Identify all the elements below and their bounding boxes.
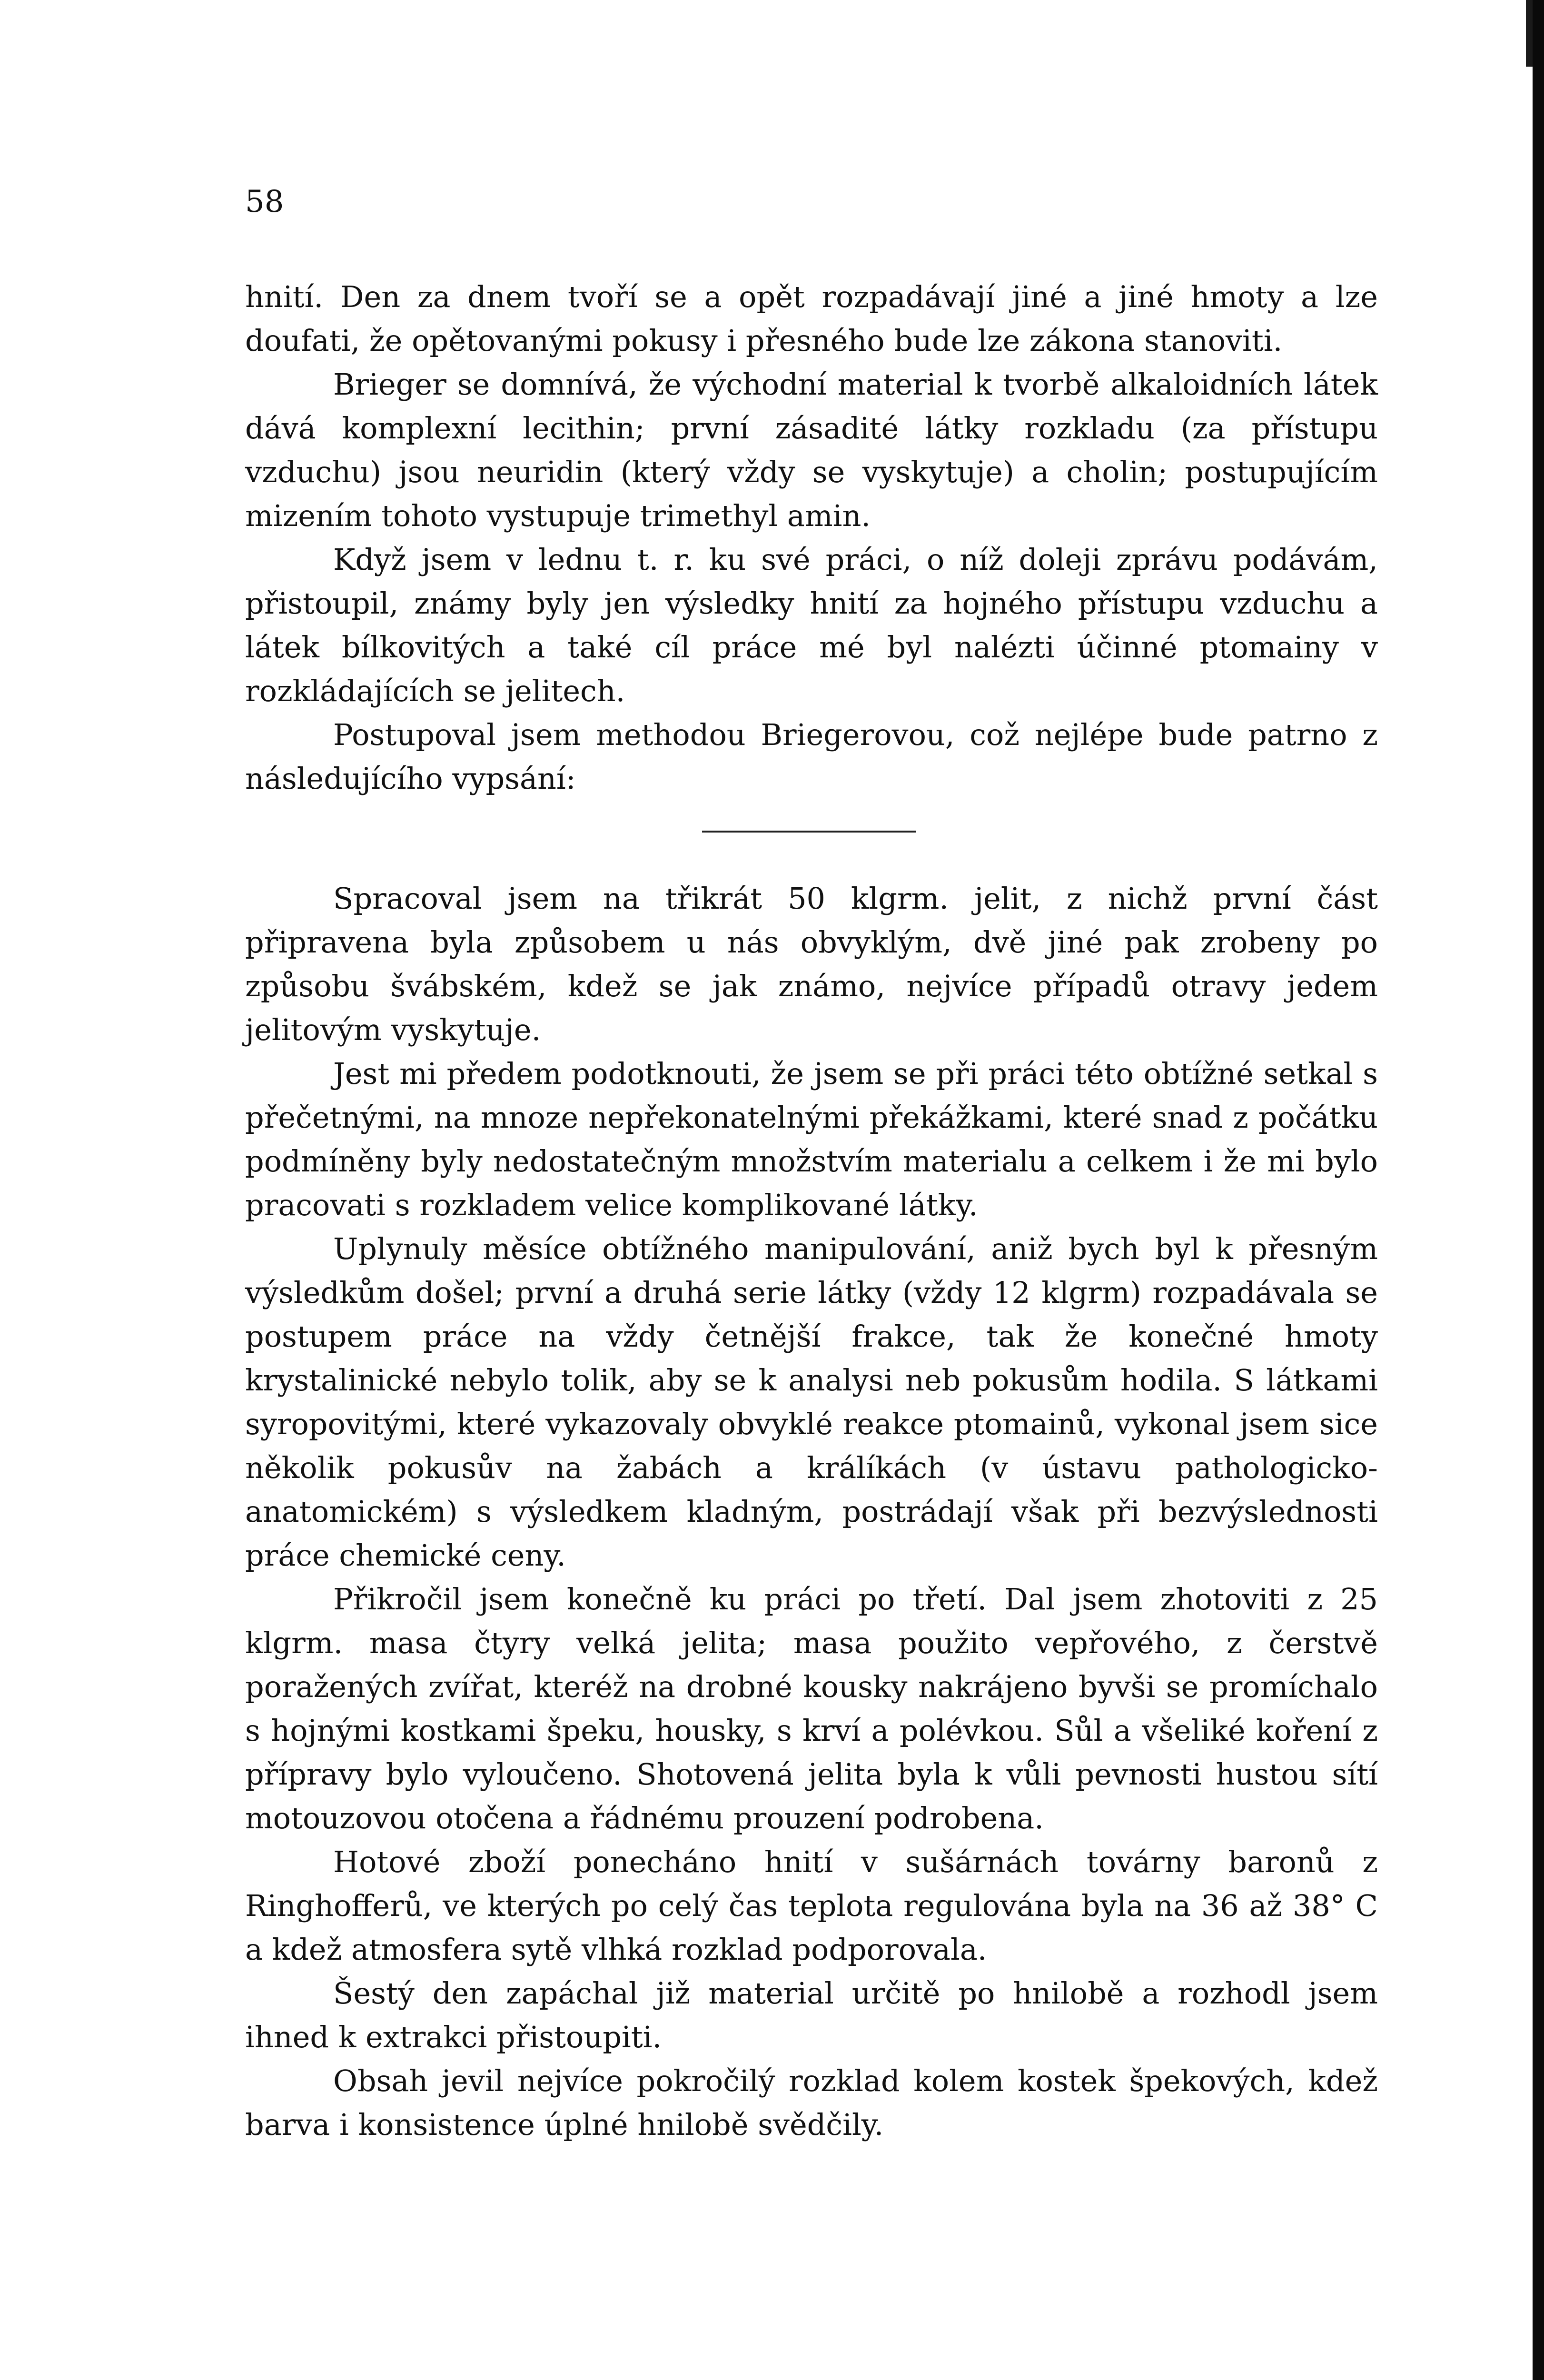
- section-divider: [702, 831, 916, 833]
- paragraph: Když jsem v lednu t. r. ku své práci, o níž doleji zprávu podávám, přistoupil, známy byly jen výsledky hnití za hojného přístupu vzduchu a látek bílkovitých a také cíl práce mé byl nalézti účinné ptomainy v rozkládajících se jelitech.: [245, 542, 1378, 708]
- page-number: 58: [245, 184, 284, 219]
- paragraph: Přikročil jsem konečně ku práci po třetí. Dal jsem zhotoviti z 25 klgrm. masa čtyry velká jelita; masa použito vepřového, z čerstvě poražených zvířat, kteréž na drobné kousky nakrájeno byvši se promíchalo s hojnými kostkami špeku, housky, s krví a polévkou. Sůl a všeliké koření z přípravy bylo vyloučeno. Shotovená jelita byla k vůli pevnosti hustou sítí motouzovou otočena a řádnému prouzení podrobena.: [245, 1582, 1378, 1835]
- paragraph: Brieger se domnívá, že východní material k tvorbě alkaloidních látek dává komplexní lecithin; první zásadité látky rozkladu (za přístupu vzduchu) jsou neuridin (který vždy se vyskytuje) a cholin; postupujícím mizením tohoto vystupuje trimethyl amin.: [245, 367, 1378, 533]
- paragraph: hnití. Den za dnem tvoří se a opět rozpadávají jiné a jiné hmoty a lze doufati, že opětovanými pokusy i přesného bude lze zákona stanoviti.: [245, 279, 1378, 358]
- paragraph: Šestý den zapáchal již material určitě po hnilobě a rozhodl jsem ihned k extrakci přistoupiti.: [245, 1976, 1378, 2054]
- text-section-1: [245, 275, 1378, 801]
- paragraph: Postupoval jsem methodou Briegerovou, což nejlépe bude patrno z následujícího vypsání:: [245, 717, 1378, 796]
- paragraph: Hotové zboží ponecháno hnití v sušárnách továrny baronů z Ringhofferů, ve kterých po celý čas teplota regulována byla na 36 až 38° C a kdež atmosfera sytě vlhká rozklad podporovala.: [245, 1844, 1378, 1967]
- paragraph: Uplynuly měsíce obtížného manipulování, aniž bych byl k přesným výsledkům došel; první a druhá serie látky (vždy 12 klgrm) rozpadávala se postupem práce na vždy četnější frakce, tak že konečné hmoty krystalinické nebylo tolik, aby se k analysi neb pokusům hodila. S látkami syropovitými, které vykazovaly obvyklé reakce ptomainů, vykonal jsem sice několik pokusův na žabách a králíkách (v ústavu pathologicko-anatomickém) s výsledkem kladným, postrádají však při bezvýslednosti práce chemické ceny.: [245, 1231, 1378, 1573]
- paragraph: Jest mi předem podotknouti, že jsem se při práci této obtížné setkal s přečetnými, na mnoze nepřekonatelnými překážkami, které snad z počátku podmíněny byly nedostatečným množstvím materialu a celkem i že mi bylo pracovati s rozkladem velice komplikované látky.: [245, 1056, 1378, 1222]
- paragraph: Spracoval jsem na třikrát 50 klgrm. jelit, z nichž první část připravena byla způsobem u nás obvyklým, dvě jiné pak zrobeny po způsobu švábském, kdež se jak známo, nejvíce případů otravy jedem jelitovým vyskytuje.: [245, 881, 1378, 1047]
- page-edge-shadow: [1533, 0, 1544, 2380]
- page-edge-shadow-top: [1526, 0, 1533, 67]
- paragraph: Obsah jevil nejvíce pokročilý rozklad kolem kostek špekových, kdež barva i konsistence úplné hnilobě svědčily.: [245, 2063, 1378, 2142]
- text-section-2: [245, 877, 1378, 2147]
